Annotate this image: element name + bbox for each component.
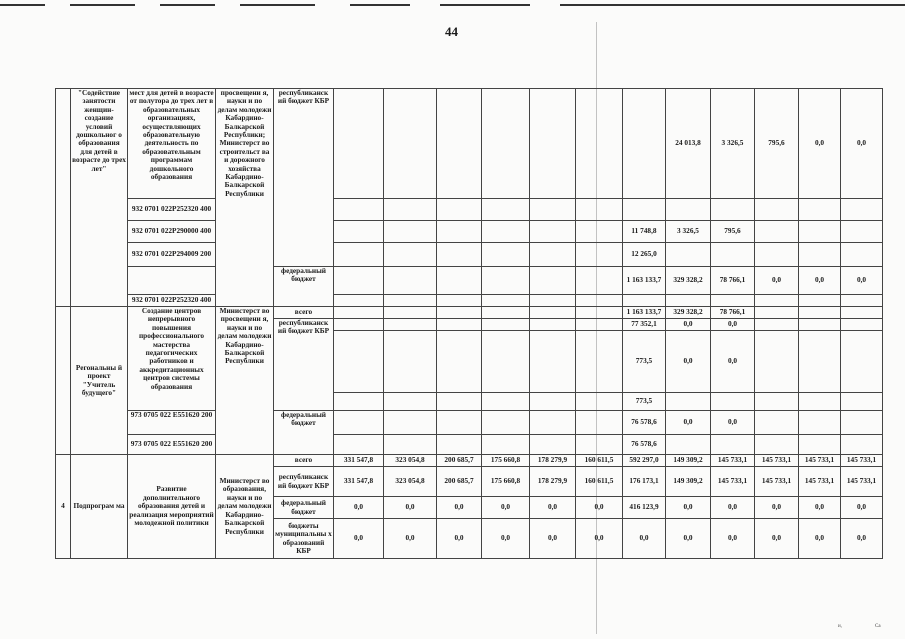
funding-source-cell: республиканск ий бюджет КБР	[274, 89, 334, 267]
value-cell: 149 309,2	[666, 467, 711, 497]
table-row	[56, 455, 883, 467]
value-cell: 0,0	[623, 519, 666, 559]
value-cell: 323 054,8	[384, 455, 437, 467]
executor-cell: Министерст во образования, науки и по делам молодежи Кабардино- Балкарской Республики	[216, 455, 274, 559]
value-cell: 0,0	[799, 89, 841, 199]
value-cell: 0,0	[334, 497, 384, 519]
value-cell: 773,5	[623, 393, 666, 411]
value-cell: 0,0	[576, 497, 623, 519]
measure-description-cell: мест для детей в возрасте от полутора до трех лет в образовательных организациях, осуществляющих образовательную деятельность по образовательным программам дошкольного образования	[128, 89, 216, 199]
value-cell	[334, 89, 384, 199]
top-rule-2	[70, 4, 135, 6]
budget-code-cell: 973 0705 022 E551620 200	[128, 411, 216, 435]
table-row	[56, 267, 883, 295]
measure-description-cell: Создание центров непрерывного повышения профессионального мастерства педагогических работников и аккредитационных центров системы образования	[128, 307, 216, 411]
value-cell: 0,0	[666, 519, 711, 559]
funding-source-cell: всего	[274, 455, 334, 467]
budget-code-cell: 973 0705 022 E551620 200	[128, 435, 216, 455]
table-row	[56, 307, 883, 319]
value-cell: 0,0	[841, 267, 883, 295]
value-cell: 0,0	[799, 519, 841, 559]
value-cell: 76 578,6	[623, 411, 666, 435]
value-cell: 178 279,9	[530, 467, 576, 497]
top-rule-4	[240, 4, 315, 6]
value-cell	[482, 89, 530, 199]
value-cell: 145 733,1	[755, 455, 799, 467]
value-cell: 3 326,5	[711, 89, 755, 199]
top-rule-6	[440, 4, 530, 6]
funding-source-cell: бюджеты муниципальны х образований КБР	[274, 519, 334, 559]
top-rule-1	[0, 4, 45, 6]
funding-source-cell: федеральный бюджет	[274, 411, 334, 455]
value-cell: 0,0	[530, 497, 576, 519]
value-cell: 1 163 133,7	[623, 307, 666, 319]
value-cell: 160 611,5	[576, 455, 623, 467]
value-cell: 0,0	[530, 519, 576, 559]
row-number-cell	[56, 307, 71, 455]
page-number: 44	[445, 24, 458, 39]
table-row	[56, 199, 883, 221]
value-cell: 77 352,1	[623, 319, 666, 331]
value-cell: 176 173,1	[623, 467, 666, 497]
value-cell: 1 163 133,7	[623, 267, 666, 295]
value-cell: 0,0	[841, 519, 883, 559]
value-cell: 0,0	[666, 411, 711, 435]
value-cell: 160 611,5	[576, 467, 623, 497]
value-cell: 0,0	[666, 497, 711, 519]
table-row	[56, 221, 883, 243]
value-cell: 76 578,6	[623, 435, 666, 455]
top-rule-5	[350, 4, 410, 6]
value-cell: 773,5	[623, 331, 666, 393]
value-cell: 145 733,1	[799, 467, 841, 497]
executor-cell: Министерст во просвещени я, науки и по делам молодежи Кабардино- Балкарской Республики	[216, 307, 274, 455]
value-cell: 0,0	[384, 519, 437, 559]
value-cell: 78 766,1	[711, 267, 755, 295]
value-cell: 795,6	[755, 89, 799, 199]
value-cell: 0,0	[711, 331, 755, 393]
value-cell: 12 265,0	[623, 243, 666, 267]
value-cell: 0,0	[841, 89, 883, 199]
executor-cell: просвещени я, науки и по делам молодежи Кабардино- Балкарской Республики; Министерст во строительст ва и дорожного хозяйства Кабардино- Балкарской Республики	[216, 89, 274, 307]
value-cell: 0,0	[755, 497, 799, 519]
table-row	[56, 89, 883, 199]
project-name-cell: Регональны й проект "Учитель будущего"	[71, 307, 128, 455]
footer-mark-right: Са	[875, 624, 881, 629]
funding-source-cell: всего	[274, 307, 334, 319]
subprogram-label-cell: Подпрограм ма	[71, 455, 128, 559]
value-cell: 0,0	[437, 497, 482, 519]
value-cell: 178 279,9	[530, 455, 576, 467]
value-cell: 11 748,8	[623, 221, 666, 243]
table-row	[56, 243, 883, 267]
measure-name-cell: "Содействие занятости женщин- создание условий дошкольног о образования для детей в возрасте до трех лет"	[71, 89, 128, 307]
value-cell: 0,0	[576, 519, 623, 559]
value-cell: 0,0	[711, 497, 755, 519]
value-cell: 0,0	[799, 497, 841, 519]
budget-code-cell: 932 0701 022P252320 400	[128, 199, 216, 221]
value-cell: 0,0	[482, 519, 530, 559]
value-cell: 416 123,9	[623, 497, 666, 519]
value-cell: 0,0	[711, 519, 755, 559]
value-cell: 200 685,7	[437, 455, 482, 467]
value-cell: 149 309,2	[666, 455, 711, 467]
value-cell: 323 054,8	[384, 467, 437, 497]
value-cell: 0,0	[666, 331, 711, 393]
row-number-cell	[56, 89, 71, 307]
measure-description-cell: Развитие дополнительного образования детей и реализация мероприятий молодежной политики	[128, 455, 216, 559]
value-cell: 145 733,1	[841, 455, 883, 467]
value-cell: 0,0	[437, 519, 482, 559]
value-cell: 329 328,2	[666, 307, 711, 319]
value-cell: 3 326,5	[666, 221, 711, 243]
top-rule-7	[560, 4, 905, 6]
value-cell	[384, 89, 437, 199]
value-cell: 0,0	[711, 411, 755, 435]
budget-table	[55, 88, 883, 559]
value-cell: 0,0	[755, 267, 799, 295]
value-cell: 592 297,0	[623, 455, 666, 467]
value-cell: 0,0	[334, 519, 384, 559]
value-cell: 175 660,8	[482, 455, 530, 467]
value-cell: 200 685,7	[437, 467, 482, 497]
value-cell: 145 733,1	[755, 467, 799, 497]
value-cell	[437, 89, 482, 199]
footer-mark-left: и,	[838, 624, 842, 629]
row-number-cell: 4	[56, 455, 71, 559]
value-cell: 0,0	[841, 497, 883, 519]
funding-source-cell: республиканск ий бюджет КБР	[274, 319, 334, 411]
value-cell: 331 547,8	[334, 455, 384, 467]
value-cell: 24 013,8	[666, 89, 711, 199]
table-row	[56, 295, 883, 307]
value-cell	[530, 89, 576, 199]
value-cell: 175 660,8	[482, 467, 530, 497]
value-cell: 0,0	[755, 519, 799, 559]
value-cell: 331 547,8	[334, 467, 384, 497]
value-cell: 0,0	[799, 267, 841, 295]
value-cell	[576, 89, 623, 199]
funding-source-cell: федеральный бюджет	[274, 267, 334, 307]
table-row	[56, 411, 883, 435]
value-cell: 145 733,1	[711, 467, 755, 497]
value-cell: 145 733,1	[711, 455, 755, 467]
table-row	[56, 435, 883, 455]
value-cell	[623, 89, 666, 199]
value-cell: 329 328,2	[666, 267, 711, 295]
value-cell: 145 733,1	[841, 467, 883, 497]
value-cell: 0,0	[711, 319, 755, 331]
value-cell: 145 733,1	[799, 455, 841, 467]
budget-code-cell: 932 0701 022P252320 400	[128, 295, 216, 307]
funding-source-cell: республиканск ий бюджет КБР	[274, 467, 334, 497]
value-cell: 795,6	[711, 221, 755, 243]
value-cell: 0,0	[666, 319, 711, 331]
value-cell: 0,0	[482, 497, 530, 519]
top-rule-3	[160, 4, 215, 6]
value-cell: 0,0	[384, 497, 437, 519]
funding-source-cell: федеральный бюджет	[274, 497, 334, 519]
value-cell: 78 766,1	[711, 307, 755, 319]
budget-code-cell: 932 0701 022P290000 400	[128, 221, 216, 243]
budget-code-cell: 932 0701 022P294009 200	[128, 243, 216, 267]
